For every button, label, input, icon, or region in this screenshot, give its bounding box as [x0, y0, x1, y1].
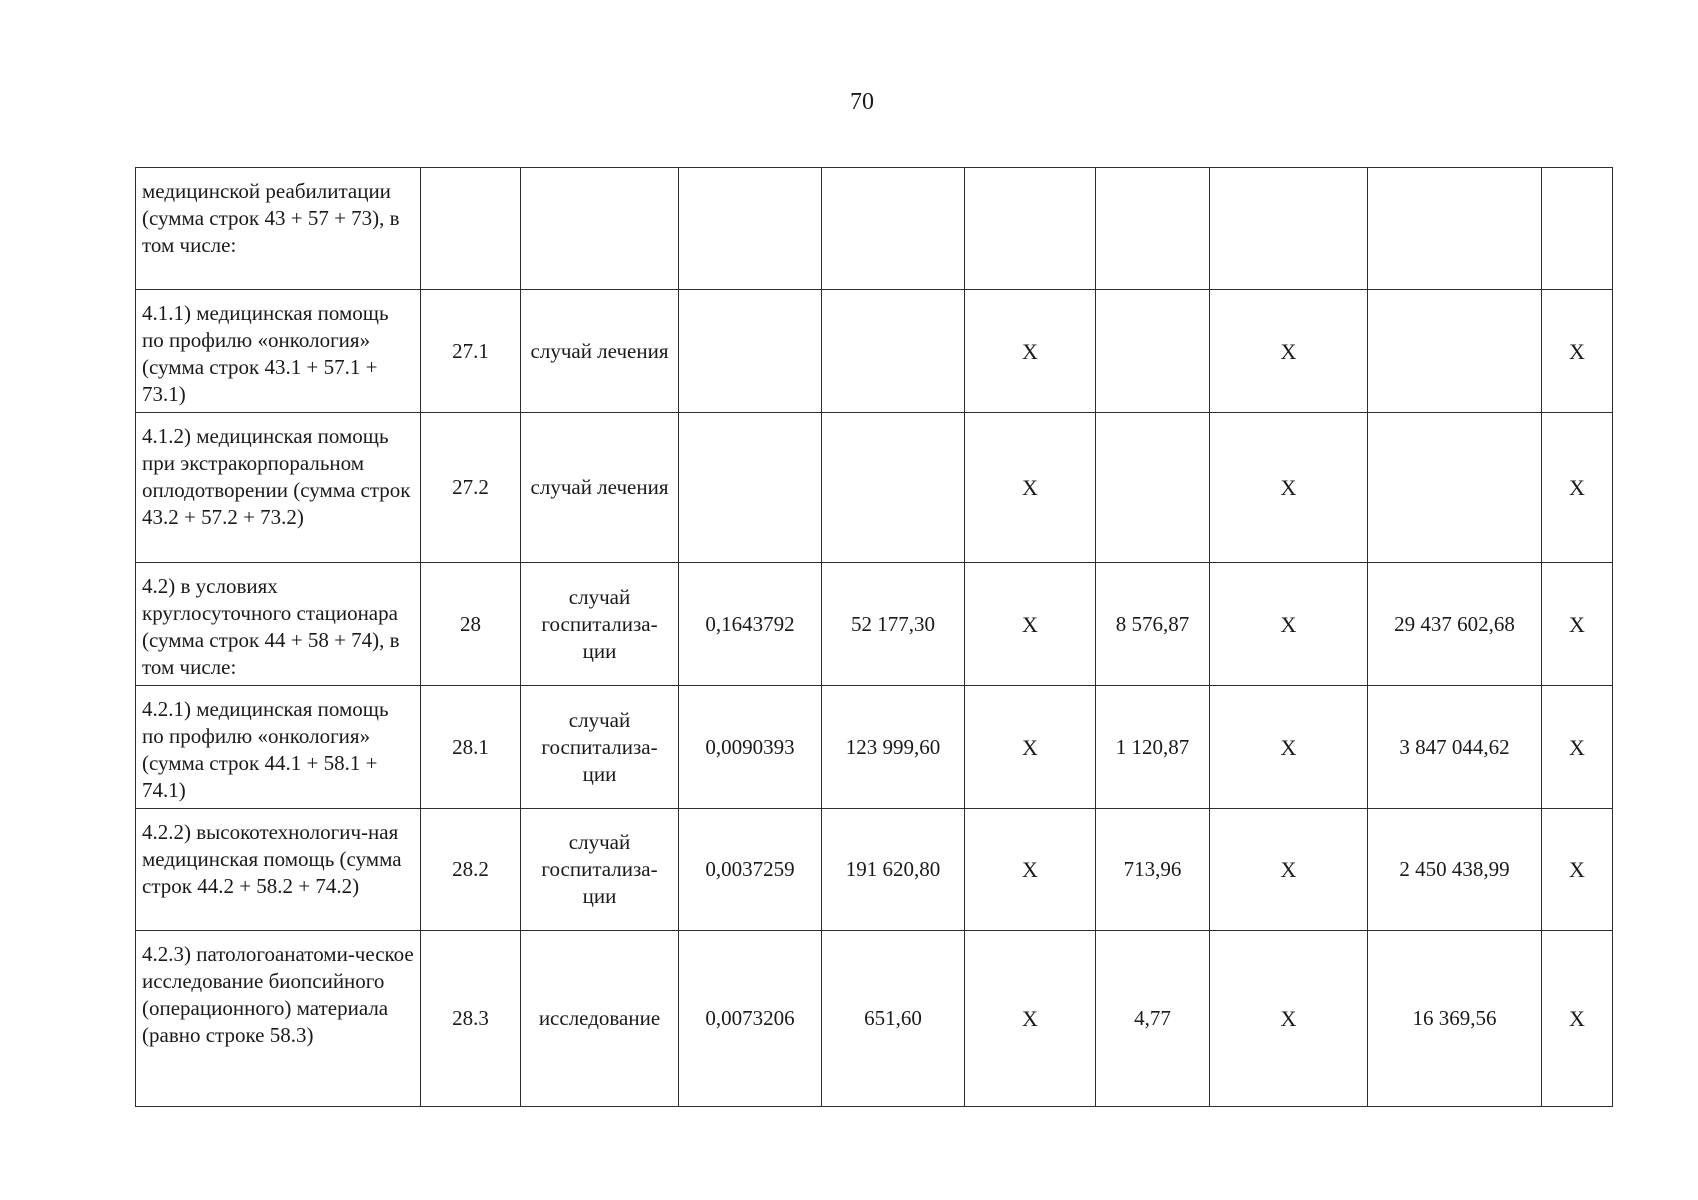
row-unit-cell: случай лечения	[521, 290, 679, 413]
data-table	[135, 167, 1613, 1107]
row-col8-cell: X	[1210, 931, 1368, 1107]
row-col8-cell: X	[1210, 809, 1368, 931]
row-col4-cell	[679, 168, 822, 290]
row-col9-cell	[1368, 413, 1542, 563]
row-name-cell: 4.2.2) высокотехнологич-ная медицинская помощь (сумма строк 44.2 + 58.2 + 74.2)	[136, 809, 421, 931]
row-col6-cell: X	[965, 563, 1096, 686]
row-line-cell: 28.2	[421, 809, 521, 931]
row-line-cell: 28.3	[421, 931, 521, 1107]
row-unit-cell	[521, 168, 679, 290]
row-col7-cell: 4,77	[1096, 931, 1210, 1107]
row-col7-cell: 713,96	[1096, 809, 1210, 931]
row-col8-cell: X	[1210, 563, 1368, 686]
row-col9-cell: 3 847 044,62	[1368, 686, 1542, 809]
row-name-cell: 4.2) в условиях круглосуточного стационара (сумма строк 44 + 58 + 74), в том числе:	[136, 563, 421, 686]
row-col7-cell: 1 120,87	[1096, 686, 1210, 809]
row-col5-cell	[822, 413, 965, 563]
row-col9-cell	[1368, 290, 1542, 413]
row-name-cell: 4.1.2) медицинская помощь при экстракорпоральном оплодотворении (сумма строк 43.2 + 57.2 + 73.2)	[136, 413, 421, 563]
row-name-cell: медицинской реабилитации (сумма строк 43 + 57 + 73), в том числе:	[136, 168, 421, 290]
row-line-cell: 28	[421, 563, 521, 686]
row-col9-cell	[1368, 168, 1542, 290]
row-name-cell: 4.1.1) медицинская помощь по профилю «онкология» (сумма строк 43.1 + 57.1 + 73.1)	[136, 290, 421, 413]
row-col4-cell	[679, 413, 822, 563]
row-col8-cell: X	[1210, 413, 1368, 563]
row-col6-cell	[965, 168, 1096, 290]
row-col9-cell: 2 450 438,99	[1368, 809, 1542, 931]
row-name-cell: 4.2.1) медицинская помощь по профилю «онкология» (сумма строк 44.1 + 58.1 + 74.1)	[136, 686, 421, 809]
row-col8-cell: X	[1210, 290, 1368, 413]
row-col4-cell	[679, 290, 822, 413]
row-line-cell: 27.1	[421, 290, 521, 413]
row-col10-cell: X	[1542, 931, 1613, 1107]
row-unit-cell: случай госпитализа-ции	[521, 809, 679, 931]
row-col5-cell: 52 177,30	[822, 563, 965, 686]
row-col6-cell: X	[965, 413, 1096, 563]
row-unit-cell: исследование	[521, 931, 679, 1107]
table-row	[136, 168, 1613, 290]
row-col6-cell: X	[965, 686, 1096, 809]
row-col10-cell: X	[1542, 686, 1613, 809]
row-col8-cell	[1210, 168, 1368, 290]
row-col6-cell: X	[965, 931, 1096, 1107]
row-unit-cell: случай госпитализа-ции	[521, 686, 679, 809]
row-col4-cell: 0,0037259	[679, 809, 822, 931]
row-col10-cell: X	[1542, 413, 1613, 563]
row-col5-cell: 651,60	[822, 931, 965, 1107]
row-col5-cell	[822, 290, 965, 413]
row-col4-cell: 0,1643792	[679, 563, 822, 686]
row-col6-cell: X	[965, 809, 1096, 931]
row-col6-cell: X	[965, 290, 1096, 413]
row-col7-cell	[1096, 168, 1210, 290]
table-row	[136, 809, 1613, 931]
table-row	[136, 563, 1613, 686]
table-row	[136, 413, 1613, 563]
row-col5-cell: 123 999,60	[822, 686, 965, 809]
row-col4-cell: 0,0073206	[679, 931, 822, 1107]
row-line-cell: 28.1	[421, 686, 521, 809]
page-number: 70	[850, 89, 874, 115]
row-col10-cell: X	[1542, 809, 1613, 931]
row-col10-cell: X	[1542, 290, 1613, 413]
row-col7-cell: 8 576,87	[1096, 563, 1210, 686]
row-col5-cell: 191 620,80	[822, 809, 965, 931]
table-row	[136, 931, 1613, 1107]
row-col10-cell: X	[1542, 563, 1613, 686]
row-col8-cell: X	[1210, 686, 1368, 809]
row-col5-cell	[822, 168, 965, 290]
row-col9-cell: 29 437 602,68	[1368, 563, 1542, 686]
row-col4-cell: 0,0090393	[679, 686, 822, 809]
table-row	[136, 290, 1613, 413]
row-line-cell: 27.2	[421, 413, 521, 563]
row-line-cell	[421, 168, 521, 290]
row-col9-cell: 16 369,56	[1368, 931, 1542, 1107]
table-row	[136, 686, 1613, 809]
row-col7-cell	[1096, 413, 1210, 563]
row-name-cell: 4.2.3) патологоанатоми-ческое исследование биопсийного (операционного) материала (равно строке 58.3)	[136, 931, 421, 1107]
row-unit-cell: случай лечения	[521, 413, 679, 563]
row-col7-cell	[1096, 290, 1210, 413]
row-col10-cell	[1542, 168, 1613, 290]
row-unit-cell: случай госпитализа-ции	[521, 563, 679, 686]
